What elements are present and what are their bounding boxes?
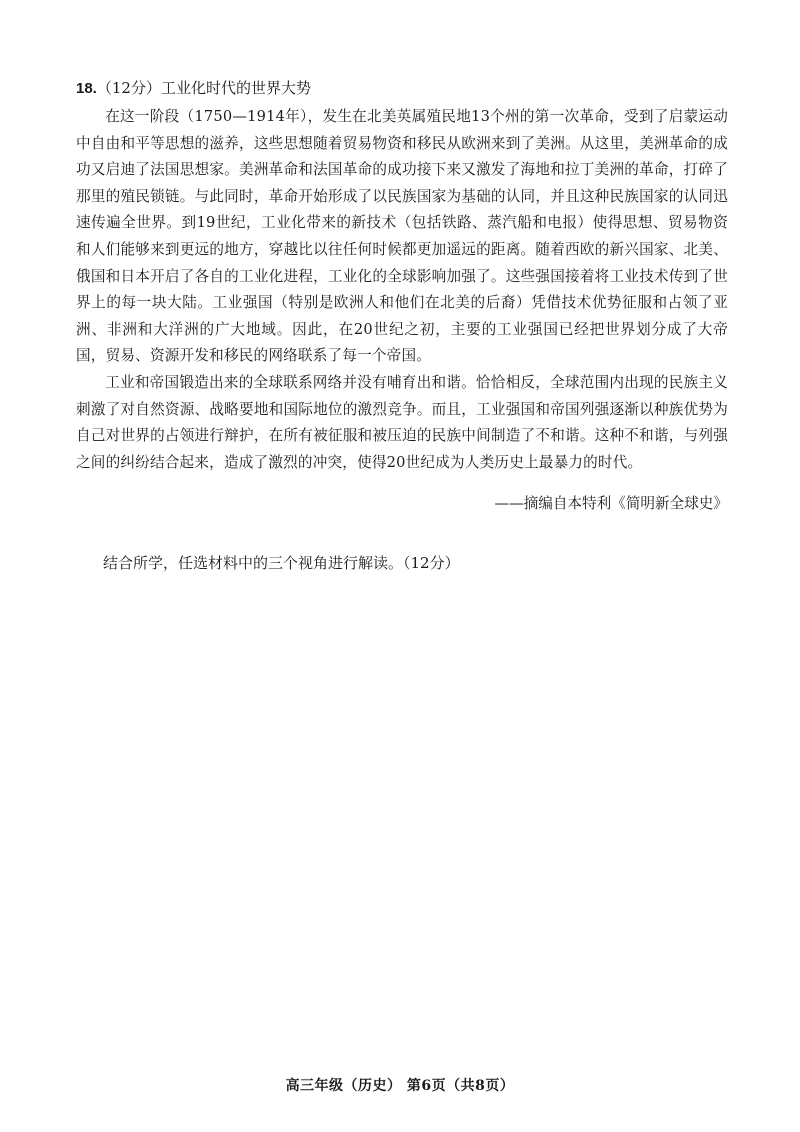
question-number: 18. [76, 80, 97, 97]
material-paragraph-1: 在这一阶段（1750—1914年），发生在北美英属殖民地13个州的第一次革命，受到了启蒙运动中自由和平等思想的滋养，这些思想随着贸易物资和移民从欧洲来到了美洲。从这里，美洲革命的成功又启迪了法国思想家。美洲革命和法国革命的成功接下来又激发了海地和拉丁美洲的革命，打碎了那里的殖民锁链。与此同时，革命开始形成了以民族国家为基础的认同，并且这种民族国家的认同迅速传遍全世界。到19世纪，工业化带来的新技术（包括铁路、蒸汽船和电报）使得思想、贸易物资和人们能够来到更远的地方，穿越比以往任何时候都更加遥远的距离。随着西欧的新兴国家、北美、俄国和日本开启了各自的工业化进程，工业化的全球影响加强了。这些强国接着将工业技术传到了世界上的每一块大陆。工业强国（特别是欧洲人和他们在北美的后裔）凭借技术优势征服和占领了亚洲、非洲和大洋洲的广大地域。因此，在20世纪之初，主要的工业强国已经把世界划分成了大帝国，贸易、资源开发和移民的网络联系了每一个帝国。 [76, 108, 728, 365]
question-heading [76, 78, 311, 99]
question-score: （12分） [96, 79, 161, 97]
page-footer: 高三年级（历史） 第6页（共8页） [285, 1078, 515, 1094]
material-paragraph-2: 工业和帝国锻造出来的全球联系网络并没有哺育出和谐。恰恰相反，全球范围内出现的民族主义刺激了对自然资源、战略要地和国际地位的激烈竞争。而且，工业强国和帝国列强逐渐以种族优势为自己对世界的占领进行辩护，在所有被征服和被压迫的民族中间制造了不和谐。这种不和谐，与列强之间的纠纷结合起来，造成了激烈的冲突，使得20世纪成为人类历史上最暴力的时代。 [76, 373, 728, 471]
question-prompt: 结合所学，任选材料中的三个视角进行解读。（12分） [103, 554, 460, 572]
question-title: 工业化时代的世界大势 [160, 79, 311, 97]
material-text [76, 104, 728, 476]
material-source: ——摘编自本特利《简明新全球史》 [494, 495, 728, 512]
